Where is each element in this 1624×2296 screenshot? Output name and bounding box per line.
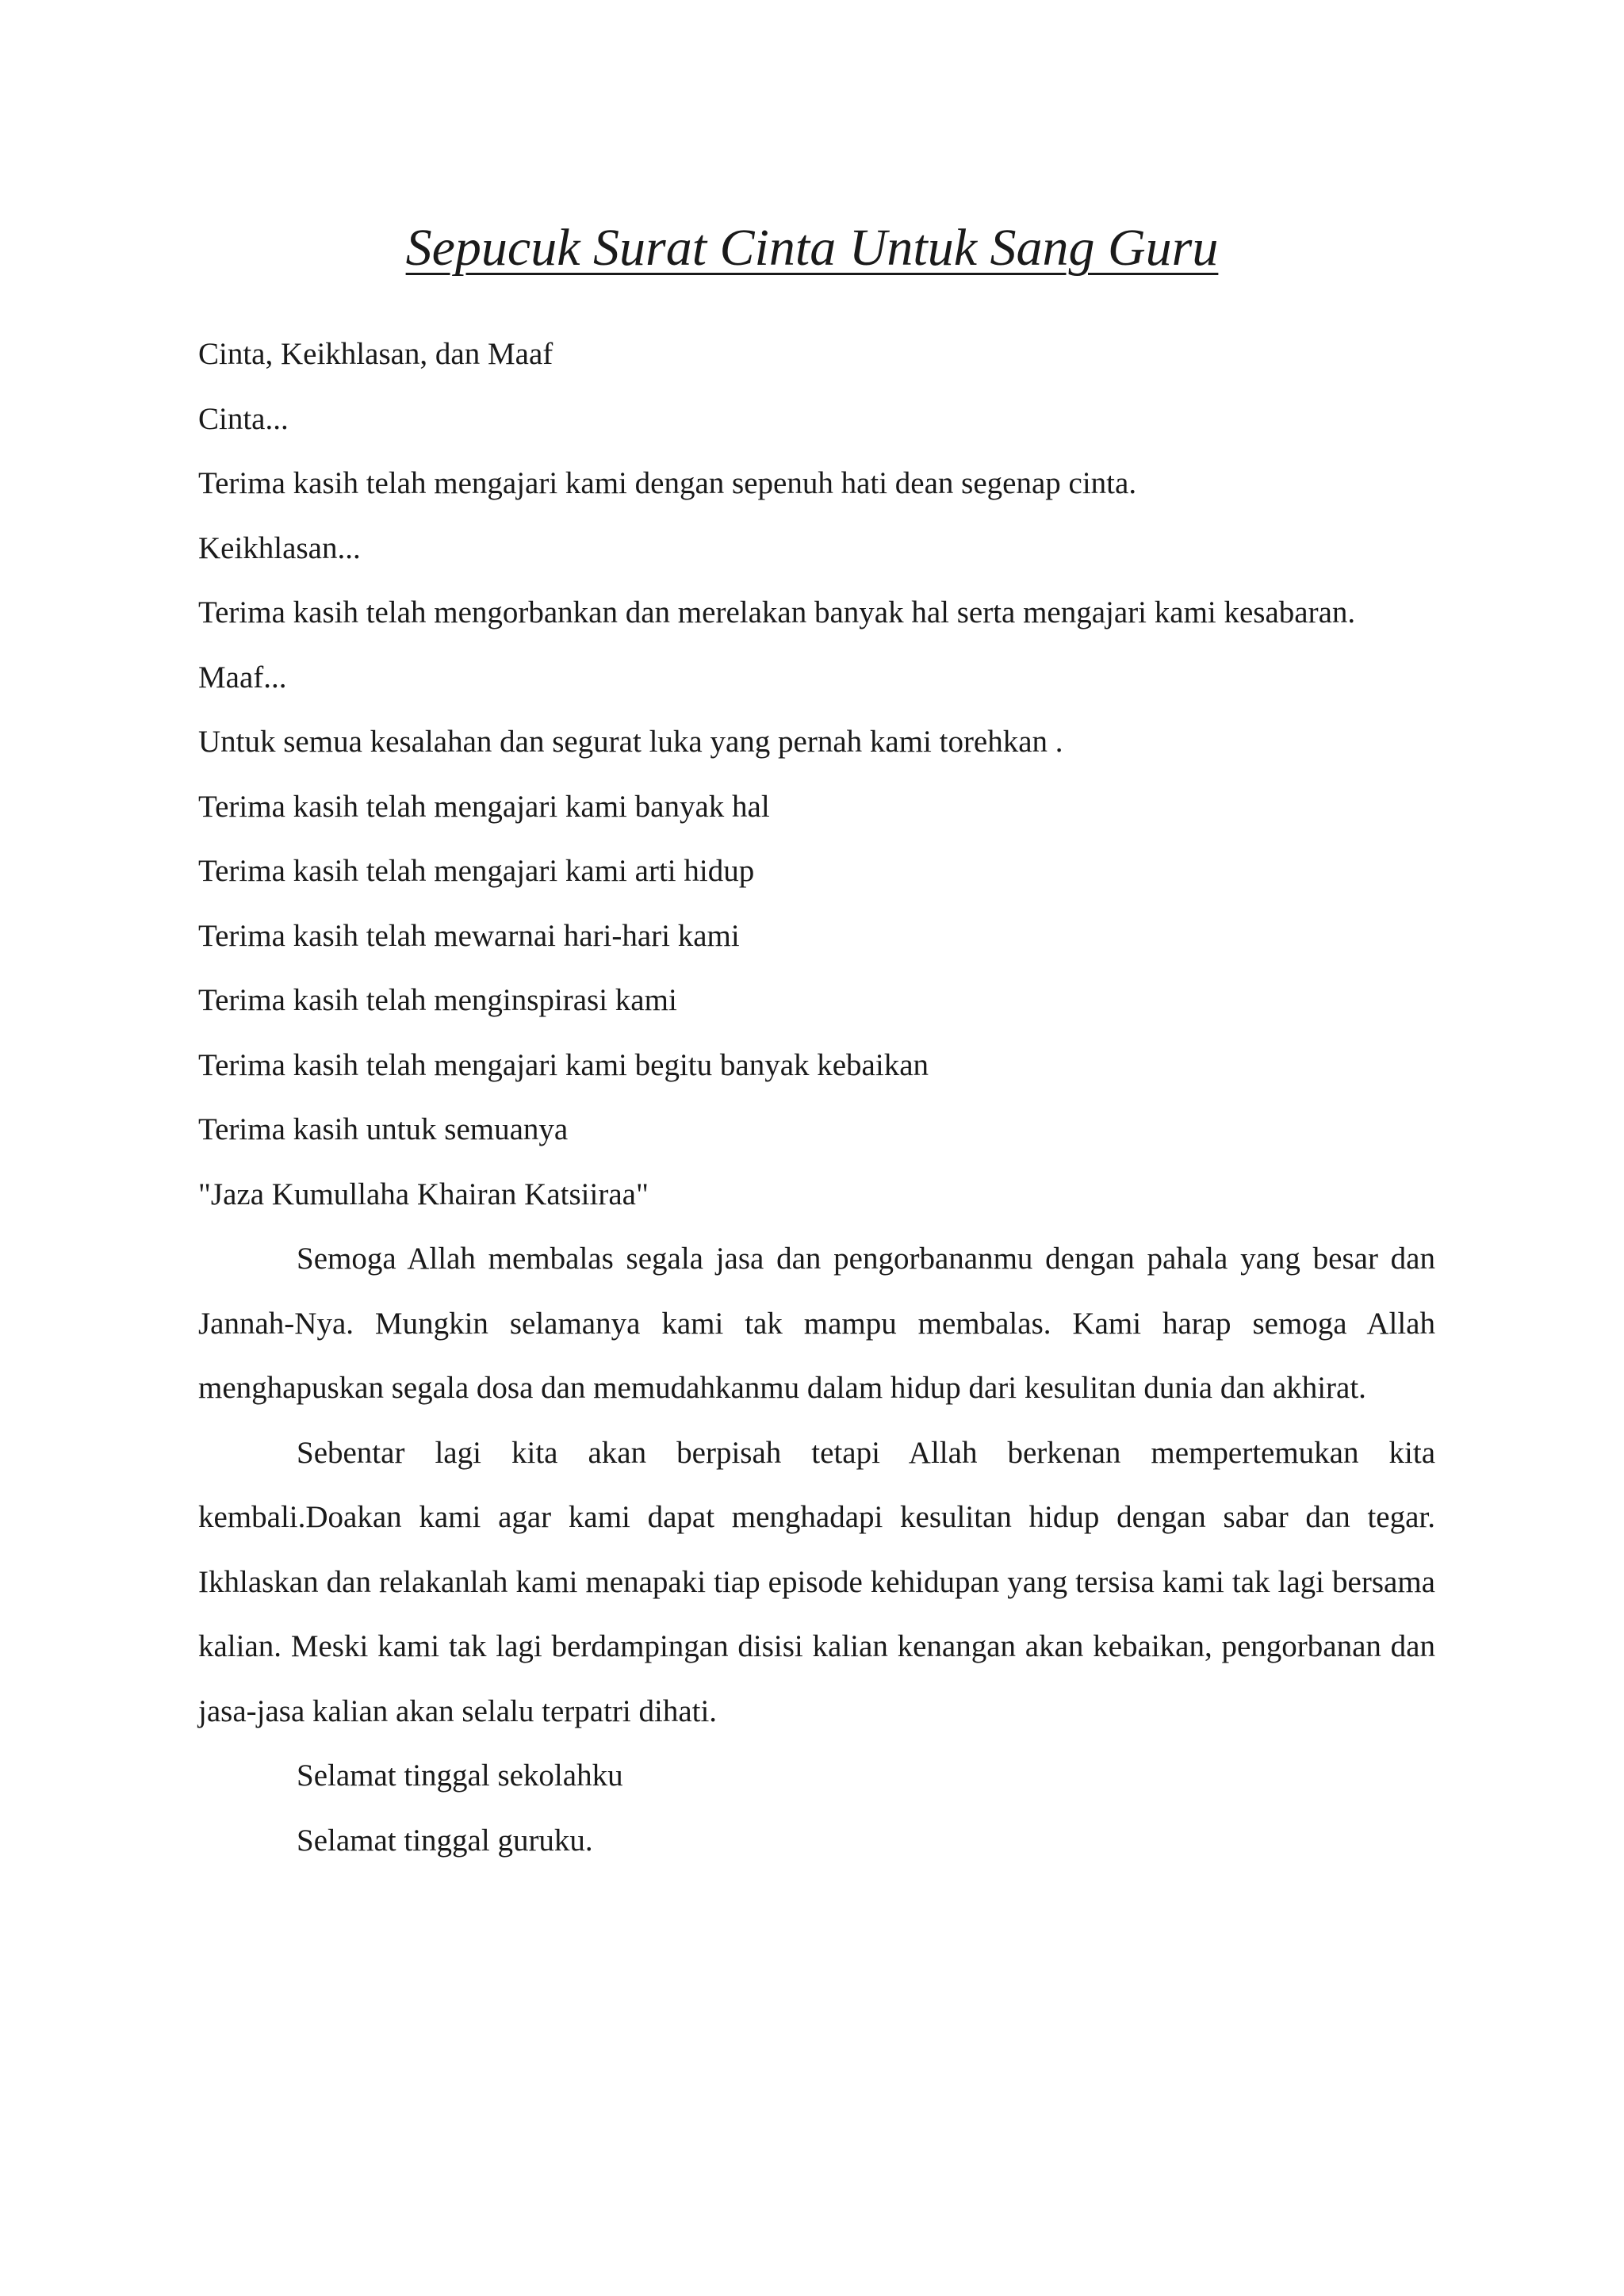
maaf-text: Untuk semua kesalahan dan segurat luka yang pernah kami torehkan . [198,725,1063,759]
document-title-text: Sepucuk Surat Cinta Untuk Sang Guru [405,219,1219,277]
semoga-paragraph: Semoga Allah membalas segala jasa dan pengorbananmu dengan pahala yang besar dan Jannah-Nya. Mungkin selamanya kami tak mampu membalas. Kami harap semoga Allah menghapuskan segala dosa dan memudahkanmu dalam hidup dari kesulitan dunia dan akhirat. [198,1242,1435,1405]
closing-line-2: Selamat tinggal guruku. [297,1823,593,1858]
thanks-line-3: Terima kasih telah mewarnai hari-hari kami [198,918,740,953]
thanks-line-4: Terima kasih telah menginspirasi kami [198,983,677,1017]
cinta-text: Terima kasih telah mengajari kami dengan sepenuh hati dean segenap cinta. [198,466,1137,500]
closing-line-1: Selamat tinggal sekolahku [297,1758,623,1793]
thanks-line-6: Terima kasih untuk semuanya [198,1112,569,1146]
thanks-line-2: Terima kasih telah mengajari kami arti hidup [198,854,755,888]
document-title [0,212,1624,284]
sebentar-paragraph: Sebentar lagi kita akan berpisah tetapi Allah berkenan mempertemukan kita kembali.Doakan kami agar kami dapat menghadapi kesulitan hidup dengan sabar dan tegar. Ikhlaskan dan relakanlah kami menapaki tiap episode kehidupan yang tersisa kami tak lagi bersama kalian. Meski kami tak lagi berdampingan disisi kalian kenangan akan kebaikan, pengorbanan dan jasa-jasa kalian akan selalu terpatri dihati. [198,1435,1435,1728]
keikhlasan-paragraph: Terima kasih telah mengorbankan dan merelakan banyak hal serta mengajari kami kesabaran. [198,595,1356,629]
thanks-line-1: Terima kasih telah mengajari kami banyak hal [198,789,770,824]
cinta-heading: Cinta... [198,401,289,436]
maaf-heading: Maaf... [198,660,287,695]
jaza-line: "Jaza Kumullaha Khairan Katsiiraa" [198,1177,649,1211]
keikhlasan-heading: Keikhlasan... [198,530,361,565]
thanks-line-5: Terima kasih telah mengajari kami begitu banyak kebaikan [198,1047,929,1082]
document-body [198,322,1435,1873]
subtitle-line: Cinta, Keikhlasan, dan Maaf [198,337,553,371]
